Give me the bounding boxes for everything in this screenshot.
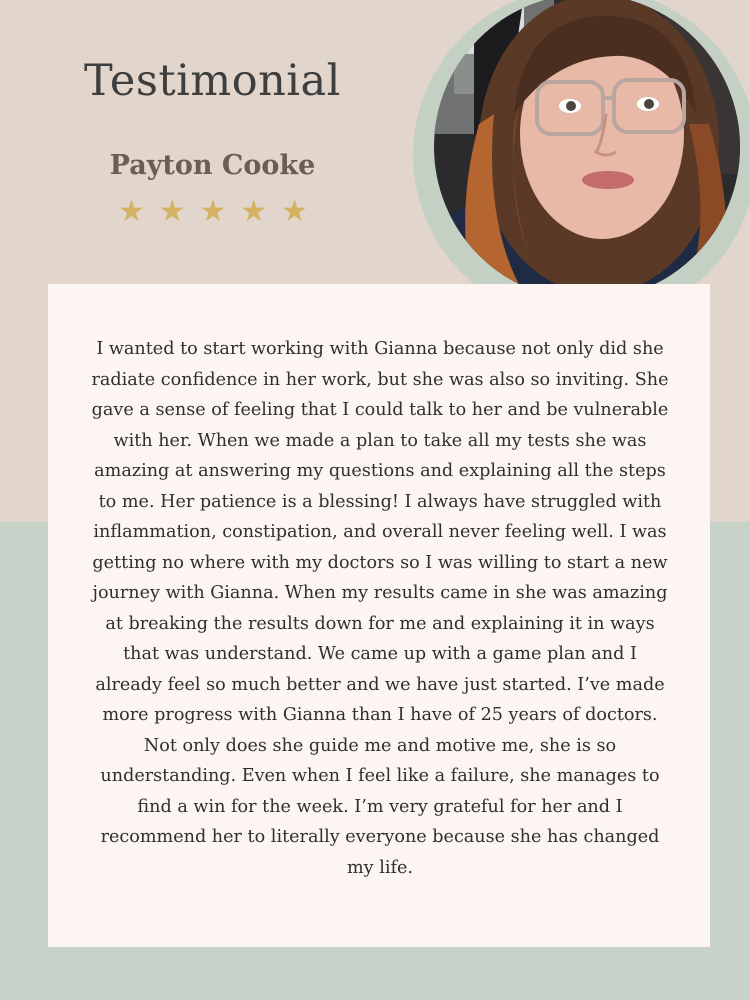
star-icon: ★ [118,194,145,229]
reviewer-photo [434,0,740,300]
testimonial-text: I wanted to start working with Gianna because not only did she radiate confidence in her work, but she was also so inviting. She gave a sense of feeling that I could talk to her and be vulnerable with her. When we made a plan to take all my tests she was amazing at answering my questions and explaining all the steps to me. Her patience is a blessing! I always have struggled with inflammation, constipation, and overall never feeling well. I was getting no where with my doctors so I was willing to start a new journey with Gianna. When my results came in she was amazing at breaking the results down for me and explaining it in ways that was understand. We came up with a game plan and I already feel so much better and we have just started. I’ve made more progress with Gianna than I have of 25 years of doctors. Not only does she guide me and motive me, she is so understanding. Even when I feel like a failure, she manages to find a win for the week. I’m very grateful for her and I recommend her to literally everyone because she has changed my life. [91,339,669,878]
star-icon: ★ [158,194,186,229]
star-icon: ★ [281,194,308,229]
star-icon: ★ [240,194,268,229]
star-rating [118,195,308,229]
page-title: Testimonial [84,56,341,106]
reviewer-name: Payton Cooke [109,150,316,181]
star-icon: ★ [199,194,227,229]
